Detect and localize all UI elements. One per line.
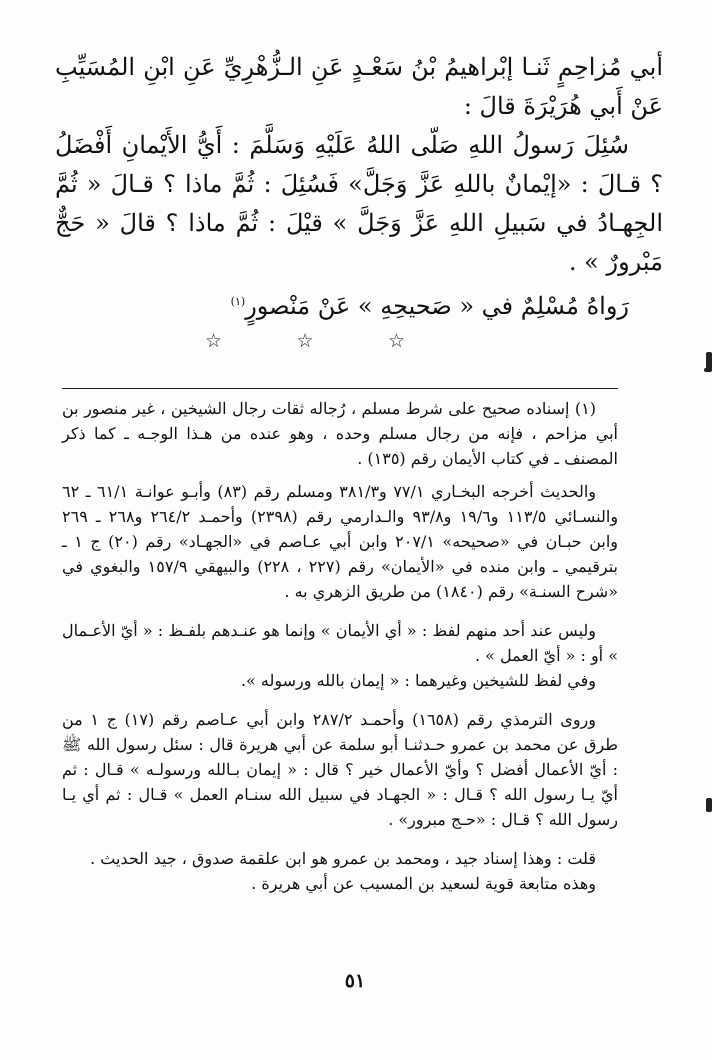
footnote-tirmidhi: وروى الترمذي رقم (١٦٥٨) وأحمـد ٢٨٧/٢ وابن أبي عـاصم رقم (١٧) ج ١ من طرق عن محمد بن عمرو حـدثنـا أبو سلمة عن أبي هريرة قال : سئل رسول الله ﷺ : أيّ الأعمال أفضل ؟ وأيّ الأعمال خير ؟ قال : « إيمان بـالله ورسولـه » قـال : ثم أيّ يـا رسول الله ؟ قـال : « الجهـاد في سبيل الله سنـام العمل » قـال : ثم أي يـا رسول الله ؟ قـال : «حـج مبرور» . [62, 710, 618, 829]
star-icon: ☆ [296, 330, 314, 352]
footnote-grading: قلت : وهذا إسناد جيد ، ومحمد بن عمرو هو ابن علقمة صدوق ، جيد الحديث . [90, 849, 596, 868]
section-divider-stars [205, 330, 405, 352]
scan-edge-mark [704, 368, 712, 372]
scan-edge-mark [706, 798, 712, 812]
star-icon: ☆ [205, 330, 223, 352]
hadith-text [55, 48, 663, 326]
footnotes [62, 396, 618, 896]
narration-source-text: رَواهُ مُسْلِمٌ في « صَحيحِهِ » عَنْ مَنْصورٍ [245, 292, 629, 320]
footnote-wording-variant: وفي لفظ للشيخين وغيرهما : « إيمان بالله ورسوله ». [240, 671, 596, 690]
footnote-separator [62, 388, 618, 389]
isnad-paragraph: أبي مُزاحِمٍ ثَنـا إبْراهيمُ بْنُ سَعْـدٍ عَنِ الـزُّهْرِيِّ عَنِ ابْنِ المُسَيِّبِ عَنْ أَبي هُرَيْرَةَ قالَ : [55, 53, 663, 120]
matn-paragraph: سُئِلَ رَسولُ اللهِ صَلّى اللهُ عَلَيْهِ وَسَلَّمَ : أَيُّ الأَيْمانِ أَفْضَلُ ؟ قـالَ : «إيْمانٌ باللهِ عَزَّ وَجَلَّ» فَسُئِلَ : ثُمَّ ماذا ؟ قـالَ « ثُمَّ الجِهـادُ في سَبيلِ اللهِ عَزَّ وَجَلَّ » قيْلَ : ثُمَّ ماذا ؟ قالَ « حَجٌّ مَبْرورٌ » . [55, 131, 663, 276]
footnote-1: (١) إسناده صحيح على شرط مسلم ، رُجاله ثقات رجال الشيخين ، غير منصور بن أبي مزاحم ، فإنه من رجال مسلم وحده ، وهو عنده من هـذا الوجـه ـ كما ذكر المصنف ـ في كتاب الأيمان رقم (١٣٥) . [62, 399, 618, 468]
page-number: ٥١ [344, 970, 366, 992]
footnote-corroboration: وهذه متابعة قوية لسعيد بن المسيب عن أبي هريرة . [251, 874, 596, 893]
footnote-wording-note: وليس عند أحد منهم لفظ : « أي الأيمان » وإنما هو عنـدهم بلفـظ : « أيّ الأعـمال » أو : « أيّ العمل » . [62, 621, 618, 665]
footnote-marker: (١) [230, 295, 246, 308]
footnote-takhrij: والحديث أخرجه البخـاري ٧٧/١ و٣٨١/٣ ومسلم رقم (٨٣) وأبـو عوانـة ٦١/١ ـ ٦٢ والنسـائي ١١٣/٥ و١٩/٦ و٩٣/٨ والـدارمي رقم (٢٣٩٨) وأحمـد ٢٦٤/٢ و٢٦٨ ـ ٢٦٩ وابن حبـان في «صحيحه» ٢٠٧/١ وابن أبي عـاصم في «الجهـاد» رقم (٢٠) ج ١ ـ بترقيمي ـ وابن منده في «الأيمان» رقم (٢٢٧ ، ٢٢٨) والبيهقي ١٥٧/٩ والبغوي في «شرح السنـة» رقم (١٨٤٠) من طريق الزهري به . [62, 482, 619, 601]
star-icon: ☆ [387, 330, 405, 352]
narration-source [55, 282, 663, 326]
